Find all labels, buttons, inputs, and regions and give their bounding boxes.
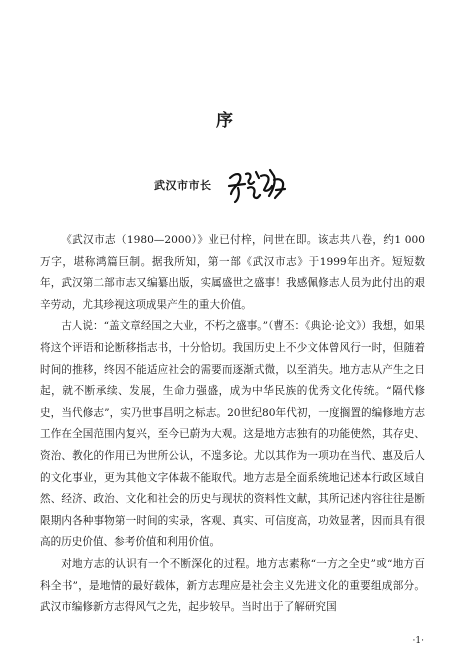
preface-body	[40, 230, 425, 619]
paragraph-2: 古人说：“盖文章经国之大业，不朽之盛事。”（曹丕：《典论·论文》）我想，如果将这个评语和论断移指志书，十分恰切。我国历史上不少文体曾风行一时，但随着时间的推移，终因不能适应社会的需要而逐渐式微，以至消失。地方志从产生之日起，就不断承续、发展，生命力强盛，成为中华民族的优秀文化传统。“隔代修史，当代修志”，实乃世事昌明之标志。20世纪80年代初，一度搁置的编修地方志工作在全国范围内复兴，至今已蔚为大观。这是地方志独有的功能使然，其存史、资治、教化的作用已为世所公认，不遑多论。尤以其作为一项功在当代、惠及后人的文化事业，更为其他文字体裁不能取代。地方志是全面系统地记述本行政区域自然、经济、政治、文化和社会的历史与现状的资料性文献，其所记述内容往往是断限期内各种事物第一时间的实录，客观、真实、可信度高，功效显著，因而具有很高的历史价值、参考价值和利用价值。	[40, 320, 425, 549]
author-block	[154, 163, 288, 207]
paragraph-1: 《武汉市志（1980—2000）》业已付梓，问世在即。该志共八卷，约1 000万字，堪称鸿篇巨制。据我所知，第一部《武汉市志》于1999年出齐。短短数年，武汉第二部市志又编纂出版，实属盛世之盛事！我感佩修志人员为此付出的艰辛劳动，尤其珍视这项成果产生的重大价值。	[40, 234, 425, 311]
handwritten-signature	[226, 164, 288, 206]
paragraph-3: 对地方志的认识有一个不断深化的过程。地方志素称“一方之全史”或“地方百科全书”，是地情的最好载体，新方志理应是社会主义先进文化的重要组成部分。武汉市编修新方志得风气之先，起步较早。当时出于了解研究国	[40, 557, 425, 614]
author-title: 武汉市市长	[154, 179, 212, 192]
page-number: ·1·	[412, 636, 424, 646]
page-title: 序	[216, 111, 234, 131]
